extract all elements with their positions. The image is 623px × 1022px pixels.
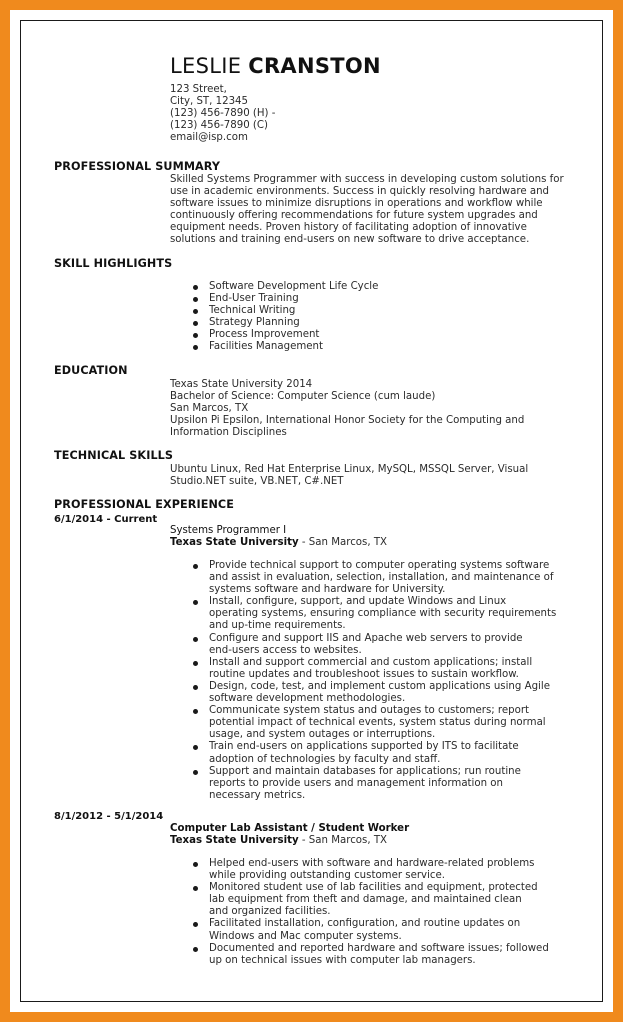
bullet-icon xyxy=(193,947,198,952)
duty-line: potential impact of technical events, system status during normal xyxy=(209,717,546,729)
list-item xyxy=(193,633,556,657)
section-heading-technical: TECHNICAL SKILLS xyxy=(54,449,174,462)
address-street: 123 Street, xyxy=(170,84,227,95)
education-line: Bachelor of Science: Computer Science (cum laude) xyxy=(170,391,436,403)
job-dates: 8/1/2012 - 5/1/2014 xyxy=(54,811,164,822)
skill-label: Facilities Management xyxy=(209,341,324,353)
email: email@isp.com xyxy=(170,132,248,144)
summary-line: software issues to minimize disruptions in operations and workflow while xyxy=(170,198,543,210)
bullet-icon xyxy=(193,564,198,569)
duty-line: Design, code, test, and implement custom applications using Agile xyxy=(209,680,550,692)
list-item xyxy=(193,705,556,741)
section-heading-experience: PROFESSIONAL EXPERIENCE xyxy=(54,498,234,511)
list-item xyxy=(193,766,556,802)
skill-label: End-User Training xyxy=(209,293,299,305)
duty-line: and assist in evaluation, selection, installation, and maintenance of xyxy=(209,572,554,584)
employer-location: - San Marcos, TX xyxy=(298,537,388,548)
duty-line: Install, configure, support, and update Windows and Linux xyxy=(209,596,507,608)
skill-highlights-list xyxy=(193,281,378,354)
employer-location: - San Marcos, TX xyxy=(298,835,388,846)
duty-line: software development methodologies. xyxy=(209,693,406,705)
list-item xyxy=(193,329,378,341)
job-title: Systems Programmer I xyxy=(170,525,287,536)
first-name: LESLIE xyxy=(170,54,242,78)
list-item xyxy=(193,741,556,765)
technical-line: Ubuntu Linux, Red Hat Enterprise Linux, MySQL, MSSQL Server, Visual xyxy=(170,464,529,475)
skill-label: Technical Writing xyxy=(209,305,296,317)
duty-line: Install and support commercial and custom applications; install xyxy=(209,656,533,668)
contact-info xyxy=(170,84,275,144)
bullet-icon xyxy=(193,637,198,642)
duty-line: and up-time requirements. xyxy=(209,620,346,632)
education-text xyxy=(170,379,580,439)
last-name: CRANSTON xyxy=(248,54,381,78)
summary-line: continuously offering recommendations for future system upgrades and xyxy=(170,210,538,222)
education-line: Texas State University 2014 xyxy=(170,379,313,390)
bullet-icon xyxy=(193,309,198,314)
list-item xyxy=(193,596,556,632)
section-heading-skills: SKILL HIGHLIGHTS xyxy=(54,257,173,270)
bullet-icon xyxy=(193,333,198,338)
technical-skills-text xyxy=(170,464,580,488)
bullet-icon xyxy=(193,770,198,775)
list-item xyxy=(193,657,556,681)
education-line: San Marcos, TX xyxy=(170,403,249,415)
bullet-icon xyxy=(193,886,198,891)
summary-line: use in academic environments. Success in quickly resolving hardware and xyxy=(170,186,550,198)
bullet-icon xyxy=(193,685,198,690)
list-item xyxy=(193,281,378,293)
list-item xyxy=(193,918,549,942)
duty-line: Facilitated installation, configuration, and routine updates on xyxy=(209,918,521,930)
duty-line: Configure and support IIS and Apache web servers to provide xyxy=(209,632,523,644)
skill-label: Process Improvement xyxy=(209,329,320,341)
duty-line: reports to provide users and management information on xyxy=(209,777,503,789)
bullet-icon xyxy=(193,600,198,605)
bullet-icon xyxy=(193,321,198,326)
education-line: Information Disciplines xyxy=(170,427,287,439)
duty-line: while providing outstanding customer service. xyxy=(209,870,446,882)
bullet-icon xyxy=(193,297,198,302)
bullet-icon xyxy=(193,922,198,927)
duty-line: and organized facilities. xyxy=(209,906,331,918)
duty-line: lab equipment from theft and damage, and maintained clean xyxy=(209,894,522,906)
duty-line: up on technical issues with computer lab managers. xyxy=(209,954,476,966)
job-duties-list xyxy=(193,560,556,802)
phone-cell: (123) 456-7890 (C) xyxy=(170,120,268,132)
list-item xyxy=(193,882,549,918)
duty-line: Support and maintain databases for applications; run routine xyxy=(209,765,521,777)
duty-line: Communicate system status and outages to customers; report xyxy=(209,705,530,717)
phone-home: (123) 456-7890 (H) - xyxy=(170,108,276,120)
duty-line: routine updates and troubleshoot issues to sustain workflow. xyxy=(209,668,519,680)
candidate-name xyxy=(170,54,381,78)
duty-line: Documented and reported hardware and software issues; followed xyxy=(209,942,549,954)
skill-label: Strategy Planning xyxy=(209,317,300,329)
employer-name: Texas State University xyxy=(170,537,299,548)
job-employer xyxy=(170,537,387,548)
bullet-icon xyxy=(193,745,198,750)
duty-line: necessary metrics. xyxy=(209,789,306,801)
duty-line: adoption of technologies by faculty and staff. xyxy=(209,753,441,765)
bullet-icon xyxy=(193,661,198,666)
bullet-icon xyxy=(193,862,198,867)
duty-line: usage, and system outages or interruptions. xyxy=(209,729,436,741)
employer-name: Texas State University xyxy=(170,835,299,846)
education-line: Upsilon Pi Epsilon, International Honor Society for the Computing and xyxy=(170,415,525,427)
bullet-icon xyxy=(193,709,198,714)
list-item xyxy=(193,681,556,705)
summary-line: Skilled Systems Programmer with success in developing custom solutions for xyxy=(170,174,564,185)
list-item xyxy=(193,317,378,329)
job-employer xyxy=(170,835,387,846)
list-item xyxy=(193,305,378,317)
list-item xyxy=(193,293,378,305)
skill-label: Software Development Life Cycle xyxy=(209,281,379,292)
section-heading-summary: PROFESSIONAL SUMMARY xyxy=(54,160,221,173)
duty-line: end-users access to websites. xyxy=(209,644,362,656)
list-item xyxy=(193,943,549,967)
summary-line: solutions and training end-users on new software to drive acceptance. xyxy=(170,234,530,246)
bullet-icon xyxy=(193,345,198,350)
duty-line: operating systems, ensuring compliance with security requirements xyxy=(209,608,557,620)
list-item xyxy=(193,341,378,353)
bullet-icon xyxy=(193,285,198,290)
technical-line: Studio.NET suite, VB.NET, C#.NET xyxy=(170,476,344,488)
duty-line: Train end-users on applications supported by ITS to facilitate xyxy=(209,741,519,753)
job-title: Computer Lab Assistant / Student Worker xyxy=(170,823,410,834)
section-heading-education: EDUCATION xyxy=(54,364,128,377)
list-item xyxy=(193,560,556,596)
duty-line: Provide technical support to computer operating systems software xyxy=(209,560,550,571)
duty-line: Windows and Mac computer systems. xyxy=(209,930,402,942)
job-duties-list xyxy=(193,858,549,967)
summary-line: equipment needs. Proven history of facilitating adoption of innovative xyxy=(170,222,527,234)
summary-text xyxy=(170,174,580,247)
job-dates: 6/1/2014 - Current xyxy=(54,514,158,525)
duty-line: Monitored student use of lab facilities and equipment, protected xyxy=(209,882,538,894)
list-item xyxy=(193,858,549,882)
duty-line: systems software and hardware for University. xyxy=(209,584,446,596)
address-city: City, ST, 12345 xyxy=(170,96,249,108)
duty-line: Helped end-users with software and hardware-related problems xyxy=(209,858,535,869)
